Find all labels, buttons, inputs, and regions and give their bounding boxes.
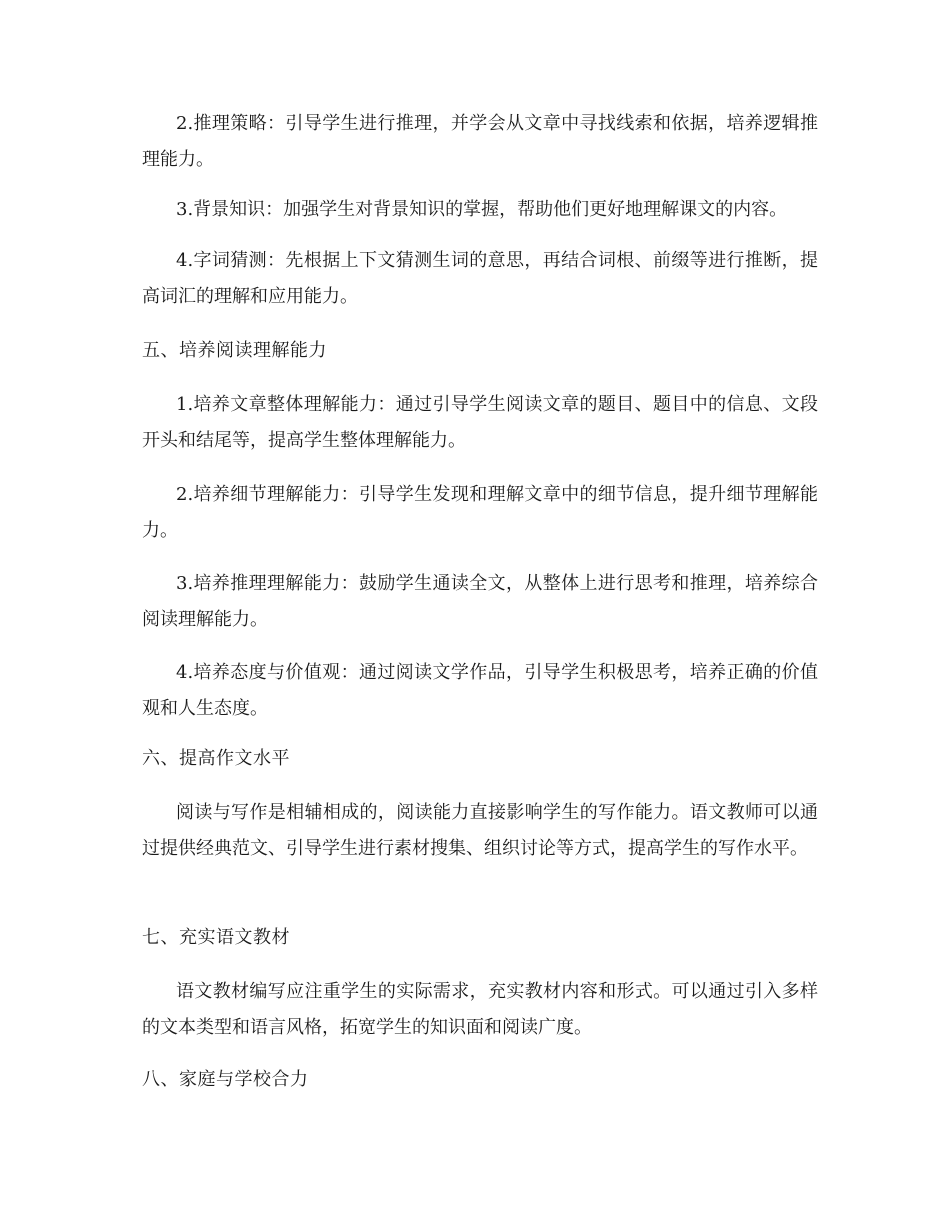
section-heading-eight: 八、家庭与学校合力 — [142, 1069, 309, 1090]
section-heading-seven: 七、充实语文教材 — [142, 927, 290, 948]
paragraph-attitude-values: 4.培养态度与价值观：通过阅读文学作品，引导学生积极思考，培养正确的价值观和人生态度。 — [142, 662, 818, 719]
paragraph-textbook: 语文教材编写应注重学生的实际需求，充实教材内容和形式。可以通过引入多样的文本类型和语言风格，拓宽学生的知识面和阅读广度。 — [142, 981, 818, 1038]
section-heading-six: 六、提高作文水平 — [142, 748, 290, 769]
paragraph-word-guessing: 4.字词猜测：先根据上下文猜测生词的意思，再结合词根、前缀等进行推断，提高词汇的理解和应用能力。 — [142, 250, 818, 307]
paragraph-writing: 阅读与写作是相辅相成的，阅读能力直接影响学生的写作能力。语文教师可以通过提供经典范文、引导学生进行素材搜集、组织讨论等方式，提高学生的写作水平。 — [142, 802, 818, 859]
paragraph-inference-comprehension: 3.培养推理理解能力：鼓励学生通读全文，从整体上进行思考和推理，培养综合阅读理解能力。 — [142, 573, 818, 630]
paragraph-overall-comprehension: 1.培养文章整体理解能力：通过引导学生阅读文章的题目、题目中的信息、文段开头和结尾等，提高学生整体理解能力。 — [142, 394, 818, 451]
section-heading-five: 五、培养阅读理解能力 — [142, 340, 327, 361]
paragraph-background-knowledge: 3.背景知识：加强学生对背景知识的掌握，帮助他们更好地理解课文的内容。 — [176, 199, 788, 220]
paragraph-detail-comprehension: 2.培养细节理解能力：引导学生发现和理解文章中的细节信息，提升细节理解能力。 — [142, 484, 818, 541]
paragraph-reasoning-strategy: 2.推理策略：引导学生进行推理，并学会从文章中寻找线索和依据，培养逻辑推理能力。 — [142, 113, 818, 170]
